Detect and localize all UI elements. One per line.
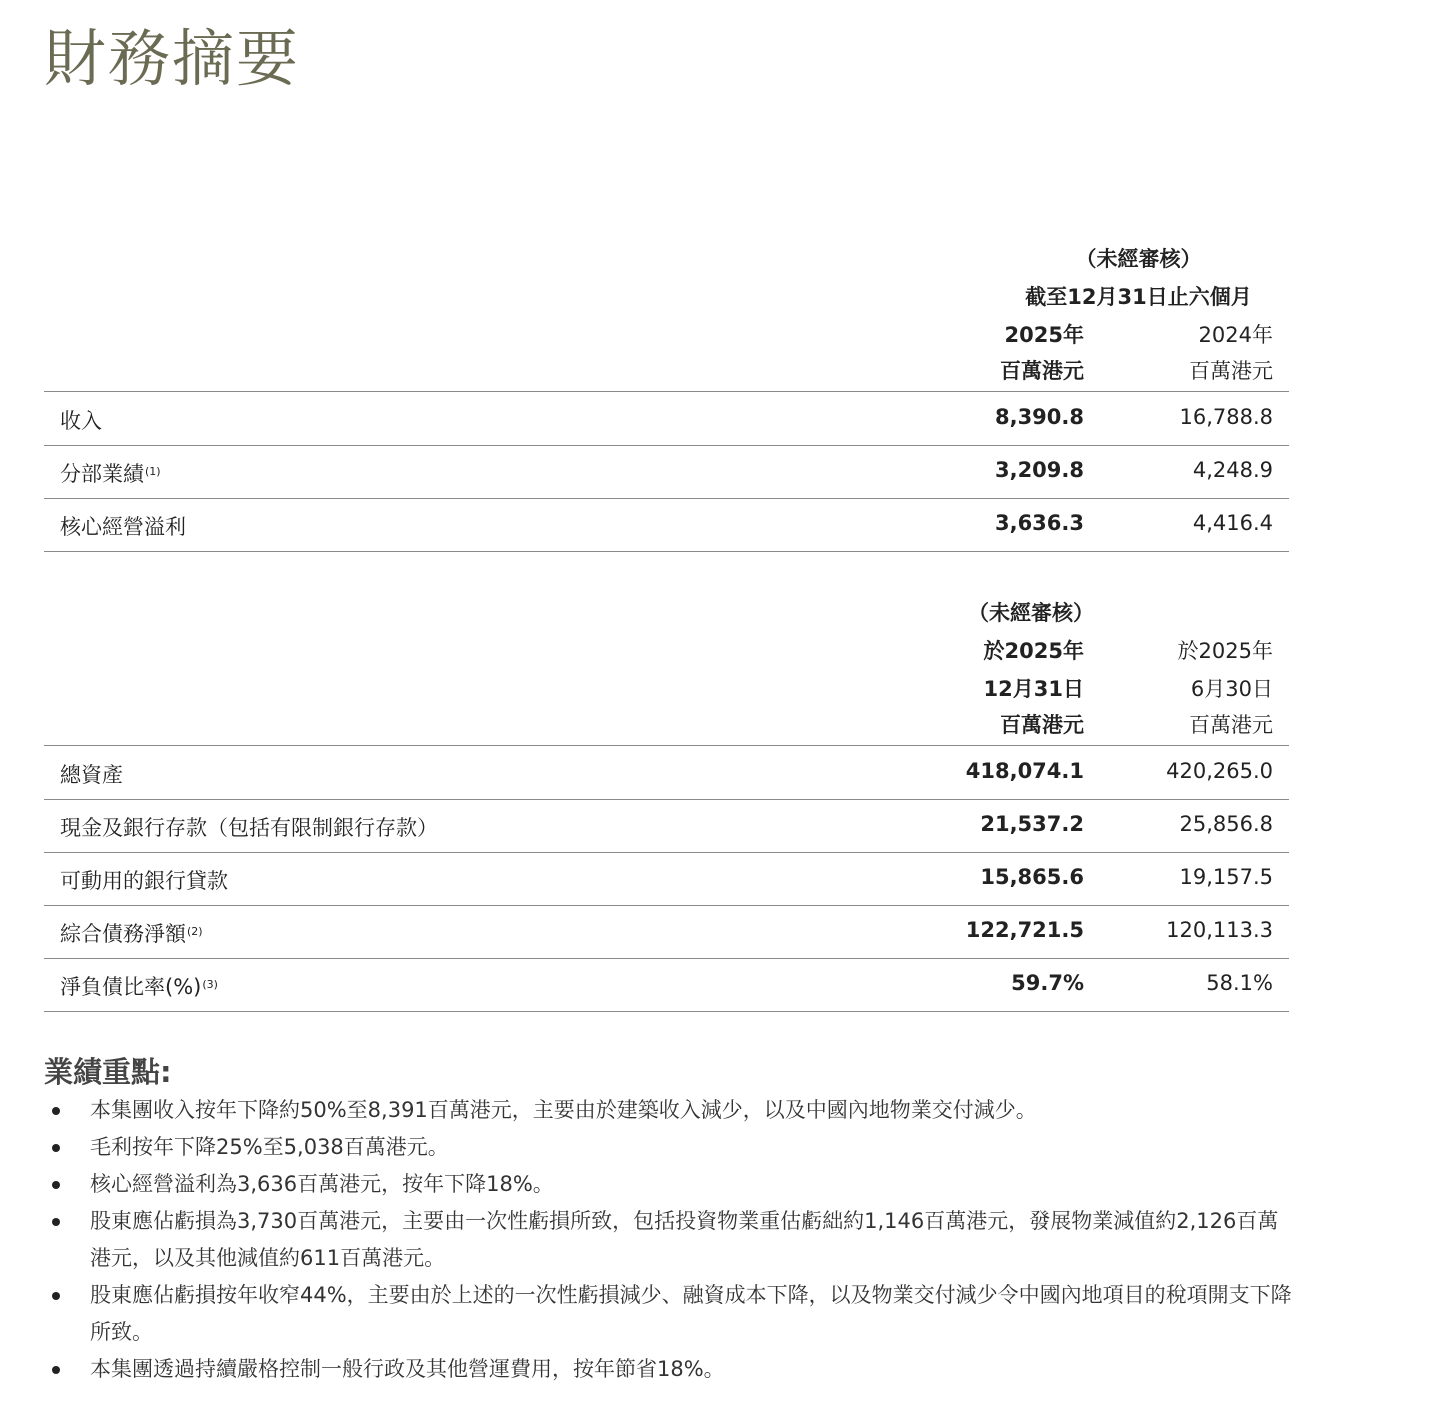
bullet-icon — [52, 1218, 60, 1226]
row-value-prior: 4,248.9 — [1192, 458, 1273, 482]
table2-col1-line2: 12月31日 — [983, 677, 1084, 701]
footnote-marker: (1) — [145, 465, 161, 478]
row-value-prior: 4,416.4 — [1192, 511, 1273, 535]
bullet-icon — [52, 1292, 60, 1300]
row-value-current: 15,865.6 — [980, 865, 1084, 889]
footnote-marker: (2) — [187, 925, 203, 938]
highlights-title: 業績重點: — [44, 1055, 172, 1089]
highlights-list — [44, 1092, 1294, 1388]
table1-unaudited-label: （未經審核） — [1075, 247, 1202, 271]
row-value-current: 418,074.1 — [965, 759, 1084, 783]
table-row — [44, 905, 1289, 959]
row-label: 綜合債務淨額$^{(2)}$ — [60, 922, 203, 946]
table-row — [44, 799, 1289, 853]
list-item: 本集團收入按年下降約50%至8,391百萬港元，主要由於建築收入減少，以及中國內地物業交付減少。 — [44, 1092, 1294, 1129]
list-item: 本集團透過持續嚴格控制一般行政及其他營運費用，按年節省18%。 — [44, 1351, 1294, 1388]
row-value-prior: 58.1% — [1206, 971, 1273, 995]
table-row — [44, 958, 1289, 1012]
balance-summary-table — [44, 594, 1289, 1014]
table-row — [44, 852, 1289, 906]
list-item: 股東應佔虧損為3,730百萬港元，主要由一次性虧損所致，包括投資物業重估虧絀約1,146百萬港元，發展物業減值約2,126百萬港元，以及其他減值約611百萬港元。 — [44, 1203, 1294, 1277]
table2-col2-unit: 百萬港元 — [1189, 713, 1273, 737]
row-value-current: 122,721.5 — [965, 918, 1084, 942]
row-value-current: 8,390.8 — [994, 405, 1084, 429]
table1-col2-unit: 百萬港元 — [1189, 359, 1273, 383]
bullet-icon — [52, 1181, 60, 1189]
row-label: 總資產 — [60, 763, 123, 787]
bullet-icon — [52, 1107, 60, 1115]
row-value-prior: 19,157.5 — [1179, 865, 1273, 889]
table1-col2-year: 2024年 — [1198, 323, 1273, 347]
table-row — [44, 392, 1289, 446]
row-value-prior: 16,788.8 — [1179, 405, 1273, 429]
list-item: 股東應佔虧損按年收窄44%，主要由於上述的一次性虧損減少、融資成本下降，以及物業交付減少令中國內地項目的稅項開支下降所致。 — [44, 1277, 1294, 1351]
row-value-current: 3,209.8 — [994, 458, 1084, 482]
list-item: 核心經營溢利為3,636百萬港元，按年下降18%。 — [44, 1166, 1294, 1203]
page-title: 財務摘要 — [44, 22, 301, 95]
table2-unaudited-label: （未經審核） — [968, 601, 1094, 625]
income-summary-table — [44, 240, 1289, 552]
row-label: 收入 — [60, 409, 102, 433]
footnote-marker: (3) — [202, 978, 218, 991]
table2-col2-line1: 於2025年 — [1177, 639, 1273, 663]
row-label: 分部業績$^{(1)}$ — [60, 462, 161, 486]
row-label: 現金及銀行存款（包括有限制銀行存款） — [60, 816, 438, 840]
row-value-current: 21,537.2 — [980, 812, 1084, 836]
row-label: 核心經營溢利 — [60, 515, 186, 539]
row-value-current: 3,636.3 — [994, 511, 1084, 535]
row-value-current: 59.7% — [1011, 971, 1084, 995]
row-value-prior: 120,113.3 — [1166, 918, 1273, 942]
list-item: 毛利按年下降25%至5,038百萬港元。 — [44, 1129, 1294, 1166]
table1-col1-year: 2025年 — [1004, 323, 1084, 347]
bullet-icon — [52, 1144, 60, 1152]
row-value-prior: 25,856.8 — [1179, 812, 1273, 836]
table1-period-label: 截至12月31日止六個月 — [1025, 285, 1252, 309]
row-label: 可動用的銀行貸款 — [60, 869, 228, 893]
table1-col1-unit: 百萬港元 — [1000, 359, 1084, 383]
row-label: 淨負債比率(%)$^{(3)}$ — [60, 975, 218, 999]
table2-col2-line2: 6月30日 — [1190, 677, 1273, 701]
row-value-prior: 420,265.0 — [1166, 759, 1273, 783]
table-row — [44, 445, 1289, 499]
table2-col1-line1: 於2025年 — [983, 639, 1084, 663]
table-row — [44, 746, 1289, 800]
bullet-icon — [52, 1366, 60, 1374]
table2-col1-unit: 百萬港元 — [1000, 713, 1084, 737]
table-row — [44, 498, 1289, 552]
